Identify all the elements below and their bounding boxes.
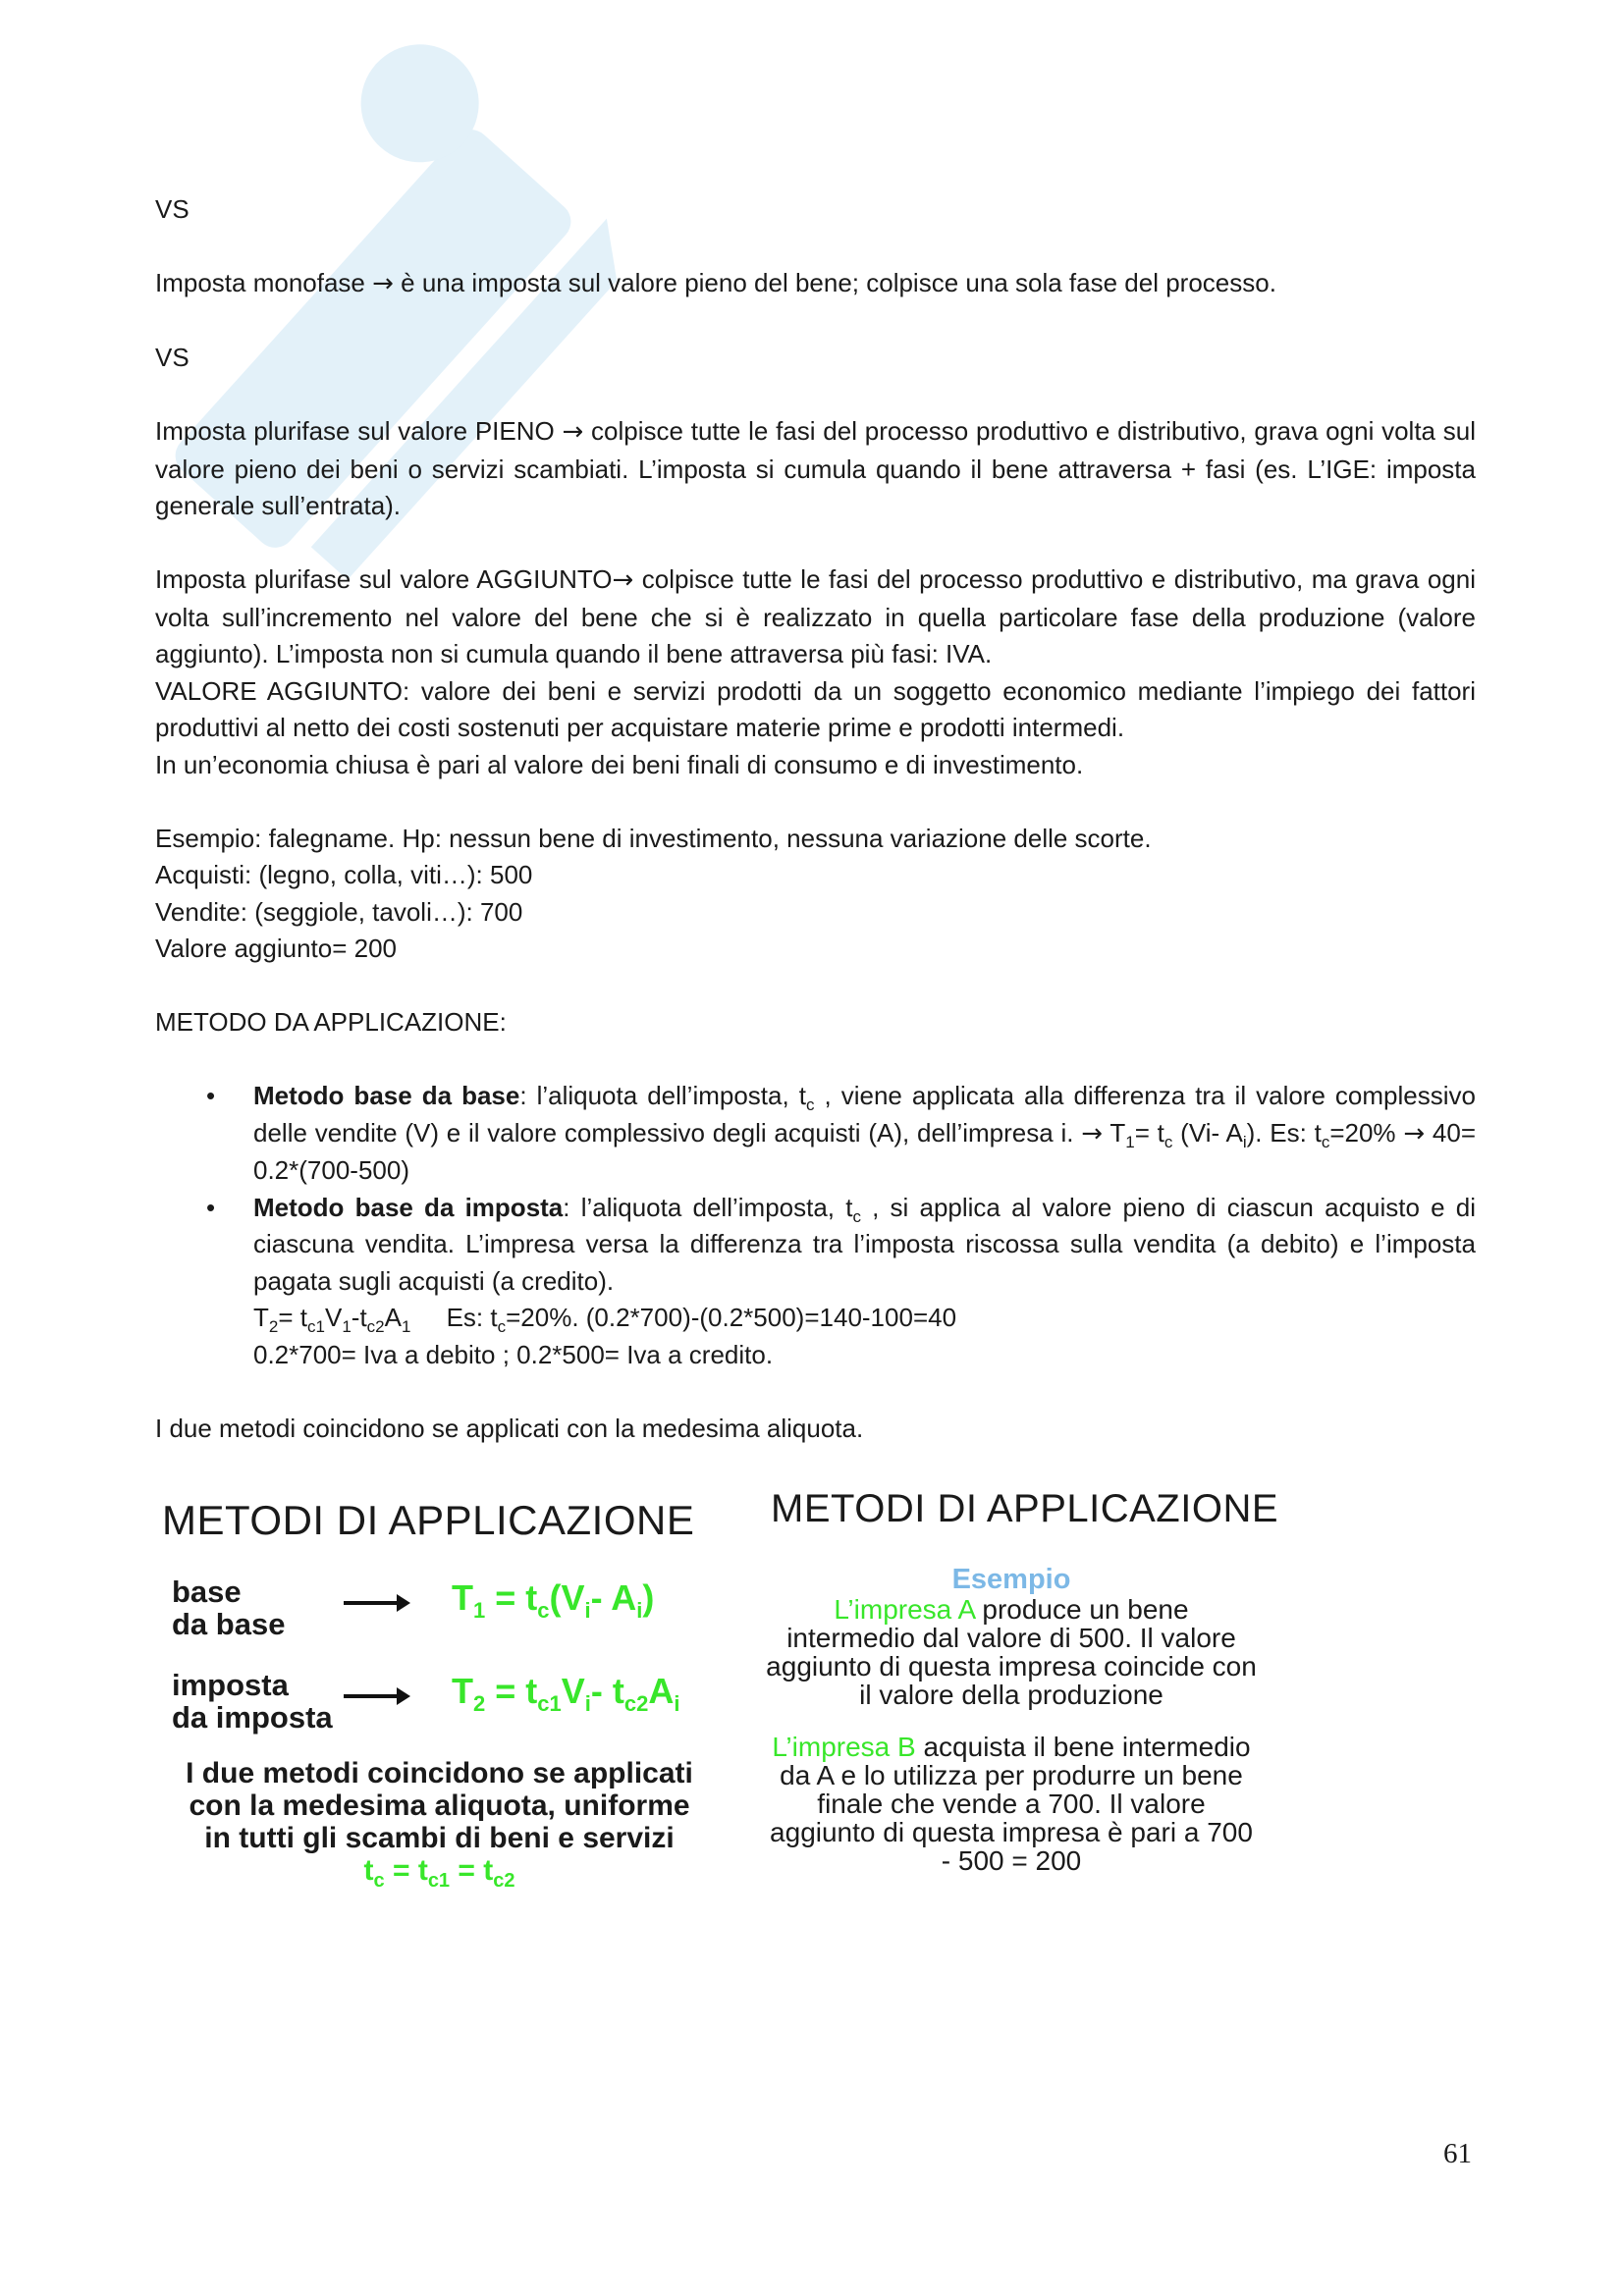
slide-impresa-a (736, 1595, 1286, 1709)
method-1-text: ). Es: t (1246, 1117, 1322, 1148)
example-acquisti: Acquisti: (legno, colla, viti…): 500 (155, 860, 533, 889)
method-1-text: = t (1134, 1117, 1164, 1148)
paragraph-valore-aggiunto-def: VALORE AGGIUNTO: valore dei beni e servizi prodotti da un soggetto economico mediante l’impiego dei fattori produttivi al netto dei costi sostenuti per acquistare materie prime e prodotti intermedi. (155, 675, 1476, 742)
slide-line: con la medesima aliquota, uniforme (189, 1789, 690, 1822)
slide-esempio-label: Esempio (951, 1564, 1071, 1595)
vs-line: VS (155, 343, 189, 372)
example-title: Esempio: falegname. Hp: nessun bene di investimento, nessuna variazione delle scorte. (155, 823, 1152, 853)
formula-iva: 0.2*700= Iva a debito ; 0.2*500= Iva a credito. (253, 1339, 774, 1369)
page-number: 61 (1443, 2138, 1472, 2169)
monofase-lead: Imposta monofase (155, 268, 373, 297)
formula-text: T (253, 1303, 269, 1332)
subscript: i (636, 1598, 643, 1624)
highlight-text: L’impresa A (834, 1594, 975, 1625)
formula-part: T (452, 1671, 473, 1711)
example-valore-aggiunto: Valore aggiunto= 200 (155, 934, 397, 963)
method-2-text: : l’aliquota dell’imposta, t (563, 1192, 853, 1222)
formula-part: A (648, 1671, 675, 1711)
formula-text: A (384, 1303, 402, 1332)
subscript: c (1163, 1132, 1173, 1151)
method-2-name: Metodo base da imposta (253, 1192, 564, 1222)
document-body (155, 191, 1476, 1447)
subscript: c (852, 1206, 861, 1226)
subscript: c (497, 1317, 507, 1337)
formula-part: t (363, 1854, 374, 1887)
slide-line: I due metodi coincidono se applicati (186, 1757, 693, 1789)
section-heading: METODO DA APPLICAZIONE: (155, 1007, 507, 1037)
row-label-line: base (172, 1575, 242, 1609)
arrow-right-icon: → (1403, 1118, 1426, 1148)
subscript: i (584, 1691, 591, 1717)
formula-part: T (452, 1577, 473, 1618)
subscript: i (674, 1691, 680, 1717)
formula-part: - A (590, 1577, 637, 1618)
methods-list (155, 1078, 1476, 1300)
paragraph-monofase (155, 265, 1476, 303)
formula-part: = t (384, 1854, 428, 1887)
arrow-right-icon: → (562, 417, 584, 447)
method-1-text: T (1103, 1117, 1126, 1148)
pieno-rest: colpisce tutte le fasi del processo produttivo e distributivo, grava ogni volta sul valore pieno dei beni o servizi scambiati. L’imposta si cumula quando il bene attraversa + fasi (es. L’IGE: imposta generale sull’entrata). (155, 416, 1477, 520)
formula-part: ) (642, 1577, 655, 1618)
subscript: c1 (307, 1317, 325, 1337)
subscript: 1 (1125, 1132, 1135, 1151)
row-label-line: da base (172, 1607, 286, 1641)
list-item (253, 1190, 1476, 1301)
slide-line (736, 1595, 1286, 1624)
pieno-lead: Imposta plurifase sul valore PIENO (155, 416, 563, 446)
subscript: 1 (401, 1317, 411, 1337)
subscript: 2 (473, 1691, 486, 1717)
slide-line: aggiunto di questa impresa coincide con (766, 1651, 1257, 1682)
subscript: c1 (537, 1691, 562, 1717)
list-item (253, 1078, 1476, 1190)
formula-text: Es: t (410, 1303, 498, 1332)
paragraph-plurifase-aggiunto (155, 561, 1476, 673)
formula-text: = t (278, 1303, 307, 1332)
slide-text: acquista il bene intermedio (915, 1732, 1251, 1762)
slide-line: - 500 = 200 (941, 1845, 1082, 1876)
method-1-text: , viene applicata alla differenza tra il valore complessivo delle vendite (V) e il valore complessivo degli acquisti (A), dell’impresa i. (253, 1081, 1476, 1148)
example-vendite: Vendite: (seggiole, tavoli…): 700 (155, 896, 523, 927)
formula-part: = t (485, 1577, 538, 1618)
method-1-name: Metodo base da base (253, 1081, 520, 1110)
formula-text: =20%. (0.2*700)-(0.2*500)=140-100=40 (506, 1303, 957, 1332)
paragraph-economia: In un’economia chiusa è pari al valore dei beni finali di consumo e di investimento. (155, 749, 1084, 779)
subscript: c (805, 1095, 815, 1115)
slide-coincide-text (162, 1757, 717, 1892)
subscript: c (537, 1598, 550, 1624)
subscript: 2 (268, 1317, 279, 1337)
subscript: i (584, 1598, 591, 1624)
monofase-rest: è una imposta sul valore pieno del bene; colpisce una sola fase del processo. (393, 268, 1276, 297)
slide-line: aggiunto di questa impresa è pari a 700 (770, 1817, 1253, 1847)
slide-equality (162, 1854, 717, 1892)
formula-part: = t (450, 1854, 494, 1887)
aggiunto-rest: colpisce tutte le fasi del processo produttivo e distributivo, ma grava ogni volta sull’incremento nel valore del bene che si è realizzato in quella particolare fase della produzione (valore aggiunto). L’imposta non si cumula quando il bene attraversa più fasi: IVA. (155, 564, 1476, 668)
slide-line: finale che vende a 700. Il valore (817, 1789, 1206, 1819)
formula-t2-slide (452, 1671, 680, 1717)
subscript: c2 (623, 1691, 649, 1717)
subscript: 1 (342, 1317, 352, 1337)
slide-title: METODI DI APPLICAZIONE (771, 1487, 1279, 1530)
formula-t1 (452, 1577, 655, 1624)
formula-text: -t (351, 1303, 367, 1332)
slide-metodi-applicazione (162, 1497, 717, 1895)
method-1-text: =20% (1329, 1117, 1404, 1148)
row-label (172, 1575, 319, 1640)
paragraph-plurifase-pieno (155, 413, 1476, 525)
formula-part: - t (590, 1671, 624, 1711)
formula-t2 (253, 1300, 1476, 1337)
row-label-line: imposta (172, 1668, 289, 1702)
subscript: c (373, 1870, 385, 1892)
method-1-text: : l’aliquota dell’imposta, t (519, 1081, 806, 1110)
slide-title: METODI DI APPLICAZIONE (162, 1497, 695, 1543)
arrow-right-icon: → (612, 565, 634, 595)
formula-part: = t (485, 1671, 538, 1711)
formula-part: V (561, 1671, 585, 1711)
highlight-text: L’impresa B (772, 1732, 916, 1762)
subscript: 1 (473, 1598, 486, 1624)
method-1-text: 40= 0.2*(700-500) (253, 1117, 1476, 1185)
slide-line (736, 1733, 1286, 1761)
arrow-right-icon: → (1081, 1118, 1104, 1148)
slide-line: in tutti gli scambi di beni e servizi (204, 1822, 675, 1854)
vs-line: VS (155, 194, 189, 224)
formula-text: V (324, 1303, 343, 1332)
subscript: c (1321, 1132, 1330, 1151)
slide-line: da A e lo utilizza per produrre un bene (780, 1760, 1243, 1790)
method-1-text: (Vi- A (1172, 1117, 1243, 1148)
subscript: c2 (493, 1870, 515, 1892)
aggiunto-lead: Imposta plurifase sul valore AGGIUNTO (155, 564, 613, 594)
method-2-text: , si applica al valore pieno di ciascun acquisto e di ciascuna vendita. L’impresa versa la differenza tra l’imposta riscossa sulla vendita (a debito) e l’imposta pagata sugli acquisti (a credito). (253, 1192, 1476, 1296)
formula-part: (V (549, 1577, 585, 1618)
subscript: c2 (366, 1317, 385, 1337)
subscript: c1 (427, 1870, 451, 1892)
slide-impresa-b (736, 1733, 1286, 1875)
arrow-right-icon (344, 1601, 403, 1605)
slide-text: produce un bene (974, 1594, 1189, 1625)
arrow-right-icon: → (372, 269, 394, 298)
row-label-line: da imposta (172, 1700, 333, 1735)
arrow-right-icon (344, 1694, 403, 1698)
slide-esempio (736, 1487, 1286, 1880)
slide-line: intermedio dal valore di 500. Il valore (786, 1623, 1236, 1653)
paragraph-coincidono: I due metodi coincidono se applicati con la medesima aliquota. (155, 1413, 864, 1443)
subscript: i (1242, 1132, 1247, 1151)
row-label (172, 1669, 349, 1734)
slide-line: il valore della produzione (859, 1680, 1163, 1710)
